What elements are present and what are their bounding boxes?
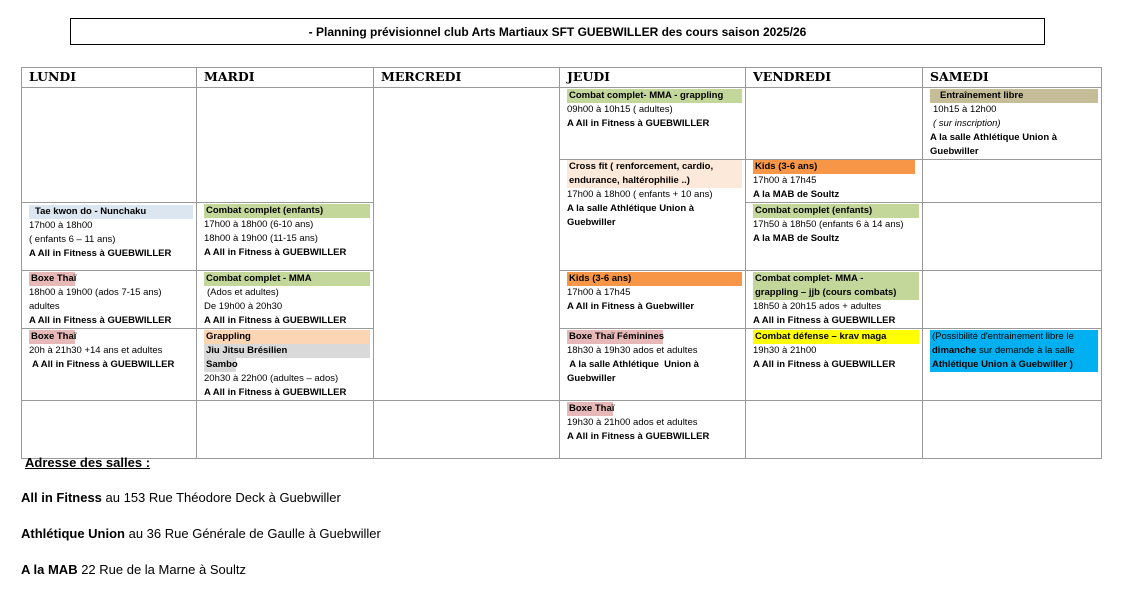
course-place: Guebwiller [930, 146, 979, 157]
course-title: endurance, haltérophilie ..) [567, 174, 742, 188]
course-mardi-combat-complet-mma [197, 271, 374, 329]
course-place: A la MAB de Soultz [753, 233, 840, 244]
course-mardi-combat-complet-enfants [197, 203, 374, 271]
course-place: A All in Fitness à GUEBWILLER [204, 315, 347, 326]
course-time: De 19h00 à 20h30 [204, 301, 283, 312]
course-vendredi-mma-grappling-jjb [746, 271, 923, 329]
address-detail: au 153 Rue Théodore Deck à Guebwiller [101, 490, 341, 505]
course-title: grappling – jjb (cours combats) [753, 286, 919, 300]
course-title: Tae kwon do - Nunchaku [29, 205, 193, 219]
course-time: 17h00 à 18h00 (6-10 ans) [204, 219, 314, 230]
cell-lundi-empty [22, 401, 197, 459]
schedule-row [22, 88, 1102, 160]
course-time: 18h50 à 20h15 ados + adultes [753, 301, 882, 312]
course-place: Guebwiller [567, 217, 616, 228]
schedule-row [22, 401, 1102, 459]
course-jeudi-mma-grappling [560, 88, 746, 160]
course-time: 17h00 à 18h00 ( enfants + 10 ans) [567, 189, 713, 200]
course-place: A All in Fitness à GUEBWILLER [29, 315, 172, 326]
course-time: 19h30 à 21h00 ados et adultes [567, 417, 698, 428]
cell-mardi-empty [197, 88, 374, 203]
cell-mercredi-empty [374, 401, 560, 459]
day-header-samedi: SAMEDI [923, 68, 1102, 88]
course-place: A All in Fitness à GUEBWILLER [753, 315, 896, 326]
cell-lundi-empty [22, 88, 197, 203]
course-title: Jiu Jitsu Brésilien [204, 344, 370, 358]
cell-samedi-empty [923, 160, 1102, 203]
course-note: adultes [29, 301, 60, 312]
course-place: A la MAB de Soultz [753, 189, 840, 200]
course-note: (Ados et adultes) [207, 287, 279, 298]
page-title: - Planning prévisionnel club Arts Martiaux SFT GUEBWILLER des cours saison 2025/26 [70, 18, 1045, 45]
course-place: A All in Fitness à GUEBWILLER [29, 248, 172, 259]
course-place: A All in Fitness à GUEBWILLER [32, 359, 175, 370]
course-time: 17h00 à 17h45 [753, 175, 817, 186]
course-jeudi-cross-fit [560, 160, 746, 271]
course-vendredi-krav-maga [746, 329, 923, 401]
course-title: Combat complet (enfants) [753, 204, 919, 218]
course-mardi-grappling [197, 329, 374, 401]
address-name: Athlétique Union [21, 526, 125, 541]
course-place: A la salle Athlétique Union à [567, 359, 699, 370]
note-samedi-dimanche [923, 329, 1102, 401]
course-lundi-taekwondo [22, 203, 197, 271]
course-lundi-boxe-thai [22, 271, 197, 329]
address-detail: 22 Rue de la Marne à Soultz [77, 562, 246, 577]
course-title: Combat défense – krav maga [753, 330, 919, 344]
day-header-vendredi: VENDREDI [746, 68, 923, 88]
note-day: dimanche [932, 345, 977, 356]
course-title: Entraînement libre [930, 89, 1098, 103]
course-place: A All in Fitness à GUEBWILLER [567, 118, 710, 129]
address-mab [21, 562, 246, 577]
course-title: Cross fit ( renforcement, cardio, [567, 160, 742, 174]
course-time: 18h00 à 19h00 (ados 7-15 ans) [29, 287, 162, 298]
course-vendredi-kids [746, 160, 923, 203]
cell-mercredi-empty [374, 88, 560, 401]
course-title: Boxe Thaï [31, 273, 77, 284]
course-samedi-entrainement-libre [923, 88, 1102, 160]
schedule-table [21, 67, 1102, 459]
course-time: 18h00 à 19h00 (11-15 ans) [204, 233, 318, 244]
course-time: 17h00 à 17h45 [567, 287, 631, 298]
note-line: (Possibilité d'entrainement libre le [932, 331, 1074, 342]
cell-vendredi-empty [746, 88, 923, 160]
course-title: Boxe Thaï [569, 403, 615, 414]
course-title: Combat complet- MMA - grappling [567, 89, 742, 103]
address-detail: au 36 Rue Générale de Gaulle à Guebwiller [125, 526, 381, 541]
schedule-row [22, 329, 1102, 401]
course-place: A All in Fitness à GUEBWILLER [204, 247, 347, 258]
course-time: 17h50 à 18h50 (enfants 6 à 14 ans) [753, 219, 904, 230]
course-place: A All in Fitness à GUEBWILLER [567, 431, 710, 442]
course-place: A All in Fitness à GUEBWILLER [753, 359, 896, 370]
course-title: Grappling [204, 330, 370, 344]
day-header-lundi: LUNDI [22, 68, 197, 88]
course-time: 20h30 à 22h00 (adultes – ados) [204, 373, 339, 384]
course-time: 20h à 21h30 +14 ans et adultes [29, 345, 163, 356]
course-title: Boxe Thaï Féminines [569, 331, 665, 342]
course-place: A All in Fitness à Guebwiller [567, 301, 695, 312]
day-header-mardi: MARDI [197, 68, 374, 88]
addresses-title: Adresse des salles : [25, 455, 151, 470]
course-title: Combat complet- MMA - [753, 272, 919, 286]
address-name: All in Fitness [21, 490, 102, 505]
course-title: Combat complet (enfants) [204, 204, 370, 218]
course-time: 19h30 à 21h00 [753, 345, 817, 356]
note-line: Athlétique Union à Guebwiller ) [932, 359, 1073, 370]
course-place: Guebwiller [567, 373, 616, 384]
course-title: Sambo [206, 359, 238, 370]
course-place: A la salle Athlétique Union à [930, 132, 1058, 143]
schedule-row [22, 271, 1102, 329]
day-header-mercredi: MERCREDI [374, 68, 560, 88]
course-time: 17h00 à 18h00 [29, 220, 93, 231]
course-lundi-boxe-thai-adultes [22, 329, 197, 401]
course-vendredi-combat-complet-enfants [746, 203, 923, 271]
cell-samedi-empty [923, 401, 1102, 459]
sunday-note [930, 330, 1098, 372]
address-name: A la MAB [21, 562, 78, 577]
course-title: Combat complet - MMA [204, 272, 370, 286]
course-jeudi-boxe-thai-feminines [560, 329, 746, 401]
days-header-row [22, 68, 1102, 88]
course-jeudi-boxe-thai [560, 401, 746, 459]
address-athletique-union [21, 526, 381, 541]
course-time: 09h00 à 10h15 ( adultes) [567, 104, 673, 115]
course-time: 18h30 à 19h30 ados et adultes [567, 345, 698, 356]
course-note: ( sur inscription) [933, 118, 1001, 129]
course-note: ( enfants 6 – 11 ans) [29, 234, 116, 245]
course-title: Kids (3-6 ans) [753, 160, 915, 174]
course-jeudi-kids [560, 271, 746, 329]
cell-samedi-empty [923, 271, 1102, 329]
course-place: A All in Fitness à GUEBWILLER [204, 387, 347, 398]
cell-mardi-empty [197, 401, 374, 459]
cell-samedi-empty [923, 203, 1102, 271]
day-header-jeudi: JEUDI [560, 68, 746, 88]
course-time: 10h15 à 12h00 [933, 104, 997, 115]
note-line: sur demande à la salle [976, 345, 1075, 356]
address-all-in-fitness [21, 490, 341, 505]
course-place: A la salle Athlétique Union à [567, 203, 695, 214]
course-title: Boxe Thaï [31, 331, 77, 342]
course-title: Kids (3-6 ans) [567, 272, 742, 286]
cell-vendredi-empty [746, 401, 923, 459]
